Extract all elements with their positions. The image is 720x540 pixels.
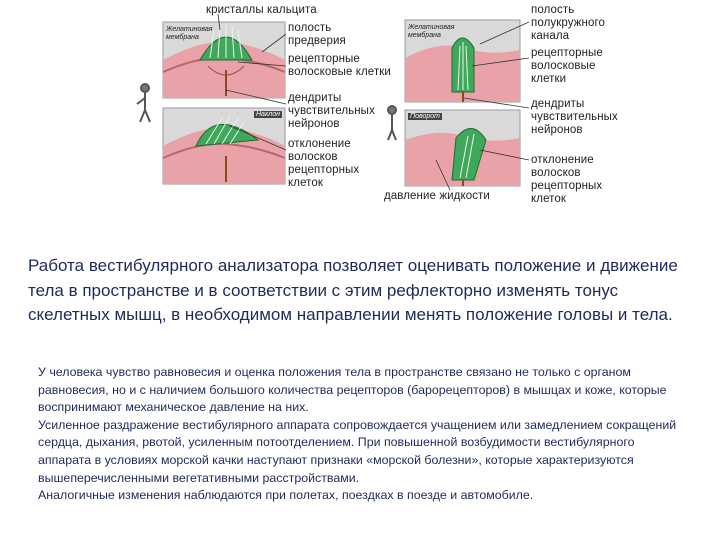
right-receptor-cells-label: рецепторные волосковые клетки (531, 47, 603, 85)
right-deflection-label: отклонение волосков рецепторных клеток (531, 154, 603, 205)
body-paragraph-2: Усиленное раздражение вестибулярного аппарата сопровождается учащением или замедлением сокращений сердца, дыхания, рвотой, усиленным потоотделением. При повышенной возбудимости вестибулярного аппарата в условиях морской качки наступают признаки «морской болезни», которые характеризуются вышеперечисленными вегетативными расстройствами. (38, 417, 677, 485)
body-paragraph-3: Аналогичные изменения наблюдаются при полетах, поездках в поезде и автомобиле. (38, 488, 534, 503)
right-membrane-caption: Желатиновая мембрана (408, 24, 455, 39)
vestibular-figure (0, 0, 720, 240)
fluid-pressure-label: давление жидкости (384, 190, 490, 202)
body-paragraph-1: У человека чувство равновесия и оценка положения тела в пространстве связано не только с органом равновесия, но и с наличием большого количества рецепторов (барорецепторов) в мышцах и коже, которые воспринимают механическое давление на них. (38, 365, 667, 415)
left-dendrites-label: дендриты чувствительных нейронов (288, 92, 375, 130)
left-receptor-cells-label: рецепторные волосковые клетки (288, 53, 391, 78)
canal-cavity-label: полость полукружного канала (531, 4, 605, 42)
right-dendrites-label: дендриты чувствительных нейронов (531, 98, 618, 136)
person-upright-icon (137, 84, 150, 122)
calcite-crystals-label: кристаллы кальцита (206, 4, 317, 16)
left-membrane-caption: Желатиновая мембрана (166, 26, 213, 41)
person-rotating-icon (388, 106, 396, 140)
right-rotation-caption: Поворот (410, 113, 440, 120)
lead-paragraph: Работа вестибулярного анализатора позволяет оценивать положение и движение тела в пространстве и в соответствии с этим рефлекторно изменять тонус скелетных мышц, в необходимом направлении менять положение головы и тела. (28, 256, 678, 324)
body-text (38, 364, 688, 505)
left-deflection-label: отклонение волосков рецепторных клеток (288, 138, 360, 189)
vestibule-cavity-label: полость предверия (288, 22, 346, 47)
left-tilt-caption: Наклон (256, 111, 280, 118)
left-bottom-panel (163, 108, 285, 184)
right-bottom-panel (405, 110, 520, 186)
